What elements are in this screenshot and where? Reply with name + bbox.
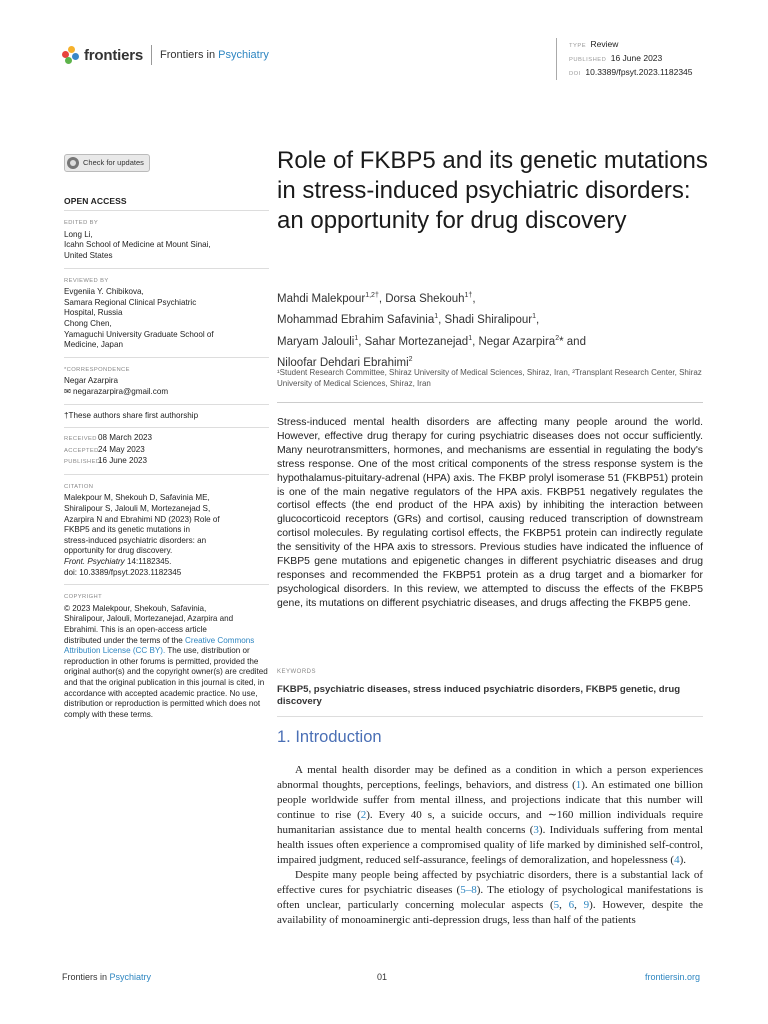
received-date: RECEIVED08 March 2023 [64, 433, 152, 443]
author-name[interactable]: Negar Azarpira [478, 335, 556, 348]
journal-name[interactable]: Frontiers in Psychiatry [160, 49, 269, 61]
citation-link[interactable]: 5 [553, 899, 560, 911]
frontiers-logo[interactable] [62, 44, 269, 66]
footer-journal[interactable]: Frontiers in Psychiatry [62, 972, 152, 982]
cc-license-link[interactable]: Creative Commons Attribution License (CC BY). [64, 635, 255, 656]
section-heading-introduction: 1. Introduction [277, 728, 382, 746]
accepted-date: ACCEPTED24 May 2023 [64, 444, 145, 454]
article-title: Role of FKBP5 and its genetic mutations in stress-induced psychiatric disorders: an opportunity for drug discovery [277, 147, 708, 234]
citation-text: Malekpour M, Shekouh D, Safavinia ME, Shiralipour S, Jalouli M, Mortezanejad S, Azarpira N and Ebrahimi ND (2023) Role of FKBP5 and its genetic mutations in stress-induced psychiatric disorders: an opportunity for drug discovery. [64, 493, 220, 556]
edited-by: Long Li, Icahn School of Medicine at Mount Sinai, United States [64, 229, 211, 260]
abstract: Stress-induced mental health disorders are affecting many people around the world. However, effective drug therapy for curing psychiatric diseases does not occur sufficiently. Many neurotransmitters, hormones, and mechanisms are essential in regulating the body's stress response. One of the most critical components of the stress response system is the hypothalamus-pituitary-adrenal (HPA) axis. The FKBP prolyl isomerase 51 (FKBP51) protein is one of the main negative regulators of the HPA axis. FKBP51 negatively regulates the cortisol effects (the end product of the HPA axis) by inhibiting the interaction between glucocorticoid receptors (GRs) and cortisol, causing reduced transcription of downstream cortisol molecules. By regulating cortisol effects, the FKBP51 protein can indirectly regulate the sensitivity of the HPA axis to stressors. Previous studies have indicated the influence of FKBP5 gene mutations and epigenetic changes in different psychiatric diseases and drug responses and recommended the FKBP51 protein as a drug target and a biomarker for psychological disorders. In this review, we attempted to discuss the effects of the FKBP5 gene, its mutations on different psychiatric diseases, and drugs affecting the FKBP5 gene. [277, 417, 703, 609]
affiliations: ¹Student Research Committee, Shiraz University of Medical Sciences, Shiraz, Iran, ²Transplant Research Center, Shiraz University of Medical Sciences, Shiraz, Iran [277, 368, 702, 388]
edited-by-heading: EDITED BY [64, 220, 99, 227]
citation-link[interactable]: 9 [583, 899, 590, 911]
citation-journal-line: Front. Psychiatry 14:1182345. [64, 557, 172, 567]
body-text: ). However, despite the availability of monoaminergic anti-depression drugs, less than half of the patients [277, 899, 704, 926]
published-date: PUBLISHED16 June 2023 [64, 456, 148, 466]
author-affiliation-marker: 1 [354, 334, 359, 342]
author-affiliation-marker: 1,2† [365, 292, 379, 299]
body-text: A mental health disorder may be defined as a condition in which a person experiences abnormal thoughts, perceptions, feelings, behaviors, and distress ( [277, 764, 703, 791]
author-name[interactable]: Niloofar Dehdari Ebrahimi [277, 356, 409, 369]
check-for-updates-button[interactable]: Check for updates [64, 154, 150, 172]
meta-published: PUBLISHED 16 June 2023 [569, 53, 663, 63]
author-name[interactable]: Shadi Shiralipour [444, 314, 533, 327]
frontiers-logo-icon [62, 46, 80, 64]
author-affiliation-marker: 1 [532, 313, 537, 321]
body-text: Despite many people being affected by psychiatric disorders, there is a substantial lack of effective cures for psychiatric diseases ( [277, 869, 703, 896]
keywords-heading: KEYWORDS [277, 669, 317, 675]
correspondence-heading: *CORRESPONDENCE [64, 366, 130, 373]
meta-type: TYPE Review [569, 39, 619, 49]
citation-link[interactable]: 4 [674, 854, 680, 866]
author-affiliation-marker: 2 [555, 334, 560, 342]
footer-site-link[interactable]: frontiersin.org [645, 972, 701, 982]
shared-authorship-note: †These authors share first authorship [64, 410, 199, 420]
citation-heading: CITATION [64, 483, 94, 490]
body-text: ). An estimated one billion people worldwide suffer from mental illness, and projections indicate that this number will continue to rise ( [277, 779, 703, 821]
crossmark-icon [67, 157, 79, 169]
divider [277, 716, 703, 717]
author-affiliation-marker: 1 [468, 334, 473, 342]
divider [277, 402, 703, 403]
header-divider [151, 45, 152, 65]
body-text: ). Every 40 s, a suicide occurs, and ∼160 million individuals require humanitarian assistance due to mental health concerns ( [277, 809, 703, 836]
body-text: ). Individuals suffering from mental health issues often experience a compromised quality of life marked by diminished self-control, impaired judgment, reduced self-assurance, feelings of demoralization, and hopelessness ( [277, 824, 703, 866]
paragraph [277, 763, 703, 868]
citation-link[interactable]: 1 [575, 779, 582, 791]
citation-link[interactable]: 2 [360, 809, 367, 821]
envelope-icon: ✉ [64, 386, 71, 396]
citation-link[interactable]: 6 [568, 899, 575, 911]
correspondence-name: Negar Azarpira [64, 376, 118, 386]
author-name[interactable]: Mahdi Malekpour [277, 292, 366, 305]
author-affiliation-marker: 1 [434, 313, 439, 321]
body-text: , [559, 899, 569, 911]
page-number: 01 [377, 972, 388, 982]
introduction-body [277, 763, 703, 928]
reviewed-by-heading: REVIEWED BY [64, 277, 109, 284]
author-list: Mahdi Malekpour$^{1,2\dagger}$, Dorsa Shekouh$^{1\dagger}$, Mohammad Ebrahim Safavinia$^1$, Shadi Shiralipour$^1$, Maryam Jalouli$^1$, Sahar Mortezanejad$^1$, Negar Azarpira$^2$* and Niloofar Dehdari Ebrahimi$^2$ [277, 292, 586, 369]
meta-doi: DOI 10.3389/fpsyt.2023.1182345 [569, 67, 693, 77]
author-name[interactable]: Mohammad Ebrahim Safavinia [277, 314, 435, 327]
reviewed-by: Evgeniia Y. Chibikova, Samara Regional Clinical Psychiatric Hospital, Russia Chong Chen, Yamaguchi University Graduate School of Medicine, Japan [64, 287, 214, 350]
body-text: ). [679, 854, 687, 866]
body-text: ). The etiology of psychological manifestations is often unclear, particularly concerning molecular aspects ( [277, 884, 703, 911]
correspondence-email-row[interactable] [64, 387, 269, 398]
citation-link[interactable]: 3 [533, 824, 539, 836]
open-access-label: OPEN ACCESS [64, 195, 127, 206]
author-name[interactable]: Sahar Mortezanejad [364, 335, 469, 348]
citation-link[interactable]: 5–8 [460, 884, 477, 896]
author-affiliation-marker: 2 [408, 355, 413, 363]
article-sidebar [64, 154, 269, 720]
article-meta [556, 38, 693, 80]
correspondence-email: negarazarpira@gmail.com [73, 386, 169, 396]
author-name[interactable]: Maryam Jalouli [277, 335, 355, 348]
paragraph [277, 868, 703, 928]
body-text: , [574, 899, 584, 911]
keywords: FKBP5, psychiatric diseases, stress induced psychiatric disorders, FKBP5 genetic, drug discovery [277, 684, 681, 707]
citation-doi[interactable]: doi: 10.3389/fpsyt.2023.1182345 [64, 567, 182, 577]
author-affiliation-marker: 1† [464, 292, 473, 299]
copyright-heading: COPYRIGHT [64, 594, 103, 601]
author-name[interactable]: Dorsa Shekouh [385, 292, 465, 305]
frontiers-wordmark: frontiers [84, 46, 144, 64]
copyright-text: © 2023 Malekpour, Shekouh, Safavinia, Shiralipour, Jalouli, Mortezanejad, Azarpira and Ebrahimi. This is an open-access article distributed under the terms of the Creative Commons Attribution License (CC BY). The use, distribution or reproduction in other forums is permitted, provided the original author(s) and the copyright owner(s) are credited and that the original publication in this journal is cited, in accordance with accepted academic practice. No use, distribution or reproduction is permitted which does not comply with these terms. [64, 603, 268, 719]
